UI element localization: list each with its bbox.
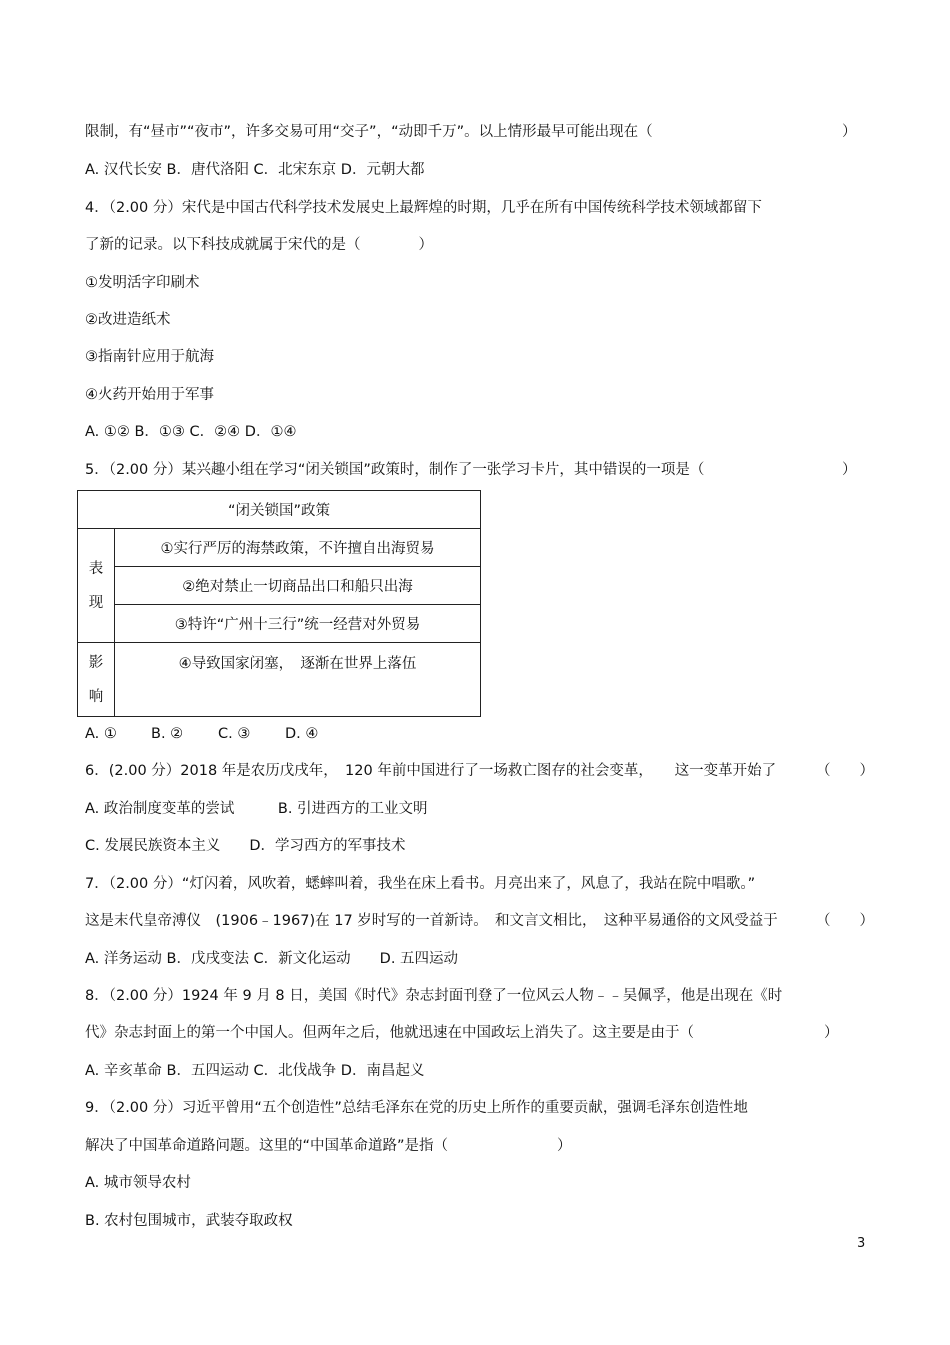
card-label-impact: 影 响 [78, 643, 115, 717]
q5-option-a: A. ① [85, 726, 117, 742]
q6-options-line2: C. 发展民族资本主义 D．学习西方的军事技术 [85, 838, 406, 854]
study-card-table [77, 490, 481, 717]
q5-option-d: D. ④ [285, 726, 319, 742]
card-row-1: ①实行严厉的海禁政策，不许擅自出海贸易 [115, 529, 481, 567]
q6-answer-paren: （ ） [816, 763, 874, 779]
q3-options: A. 汉代长安 B．唐代洛阳 C．北宋东京 D．元朝大都 [85, 162, 425, 178]
card-row-3: ③特许“广州十三行”统一经营对外贸易 [115, 605, 481, 643]
q4-stem-line2: 了新的记录。以下科技成就属于宋代的是（ ） [85, 237, 433, 253]
q7-stem-line2: 这是末代皇帝溥仪 (1906﹣1967)在 17 岁时写的一首新诗。 和文言文相比， 这种平易通俗的文风受益于 [85, 913, 778, 929]
q9-option-b: B. 农村包围城市，武装夺取政权 [85, 1213, 293, 1229]
q8-answer-paren: ） [824, 1025, 839, 1041]
page-number: 3 [857, 1236, 866, 1251]
q8-options: A. 辛亥革命 B．五四运动 C．北伐战争 D．南昌起义 [85, 1063, 425, 1079]
q5-options [85, 724, 318, 744]
q5-option-c: C. ③ [218, 726, 251, 742]
q4-stem-line1: 4．（2.00 分）宋代是中国古代科学技术发展史上最辉煌的时期，几乎在所有中国传统科学技术领域都留下 [85, 200, 762, 216]
q4-options: A. ①② B．①③ C．②④ D．①④ [85, 424, 297, 440]
q6-options-line1: A. 政治制度变革的尝试 B. 引进西方的工业文明 [85, 801, 428, 817]
q9-stem-line1: 9．（2.00 分）习近平曾用“五个创造性”总结毛泽东在党的历史上所作的重要贡献，强调毛泽东创造性地 [85, 1100, 748, 1116]
card-label-manifestation: 表 现 [78, 529, 115, 643]
q8-stem-line1: 8．（2.00 分）1924 年 9 月 8 日，美国《时代》杂志封面刊登了一位风云人物﹣﹣吴佩孚，他是出现在《时 [85, 988, 783, 1004]
q7-answer-paren: （ ） [816, 913, 874, 929]
q6-stem: 6．(2.00 分）2018 年是农历戊戌年， 120 年前中国进行了一场救亡图存的社会变革， 这一变革开始了 [85, 763, 777, 779]
q3-answer-paren: ） [842, 124, 857, 140]
q4-item-3: ③指南针应用于航海 [85, 349, 214, 365]
q9-option-a: A. 城市领导农村 [85, 1175, 191, 1191]
q3-stem-continued: 限制，有“昼市”“夜市”，许多交易可用“交子”，“动即千万”。以上情形最早可能出现在（ [85, 124, 653, 140]
q9-answer-paren: ） [557, 1138, 572, 1154]
q7-options: A. 洋务运动 B．戊戌变法 C．新文化运动 D. 五四运动 [85, 951, 459, 967]
q9-stem-line2: 解决了中国革命道路问题。这里的“中国革命道路”是指（ [85, 1138, 449, 1154]
card-row-4: ④导致国家闭塞， 逐渐在世界上落伍 [115, 643, 481, 717]
q8-stem-line2: 代》杂志封面上的第一个中国人。但两年之后，他就迅速在中国政坛上消失了。这主要是由于（ [85, 1025, 694, 1041]
card-row-2: ②绝对禁止一切商品出口和船只出海 [115, 567, 481, 605]
q5-option-b: B. ② [151, 726, 184, 742]
q5-answer-paren: ） [842, 462, 857, 478]
q7-stem-line1: 7．（2.00 分）“灯闪着，风吹着，蟋蟀叫着，我坐在床上看书。月亮出来了，风息了，我站在院中唱歌。” [85, 876, 756, 892]
q4-item-1: ①发明活字印刷术 [85, 275, 200, 291]
q5-stem: 5．（2.00 分）某兴趣小组在学习“闭关锁国”政策时，制作了一张学习卡片，其中错误的一项是（ [85, 462, 705, 478]
q4-item-2: ②改进造纸术 [85, 312, 171, 328]
card-title: “闭关锁国”政策 [78, 491, 481, 529]
q4-item-4: ④火药开始用于军事 [85, 387, 214, 403]
